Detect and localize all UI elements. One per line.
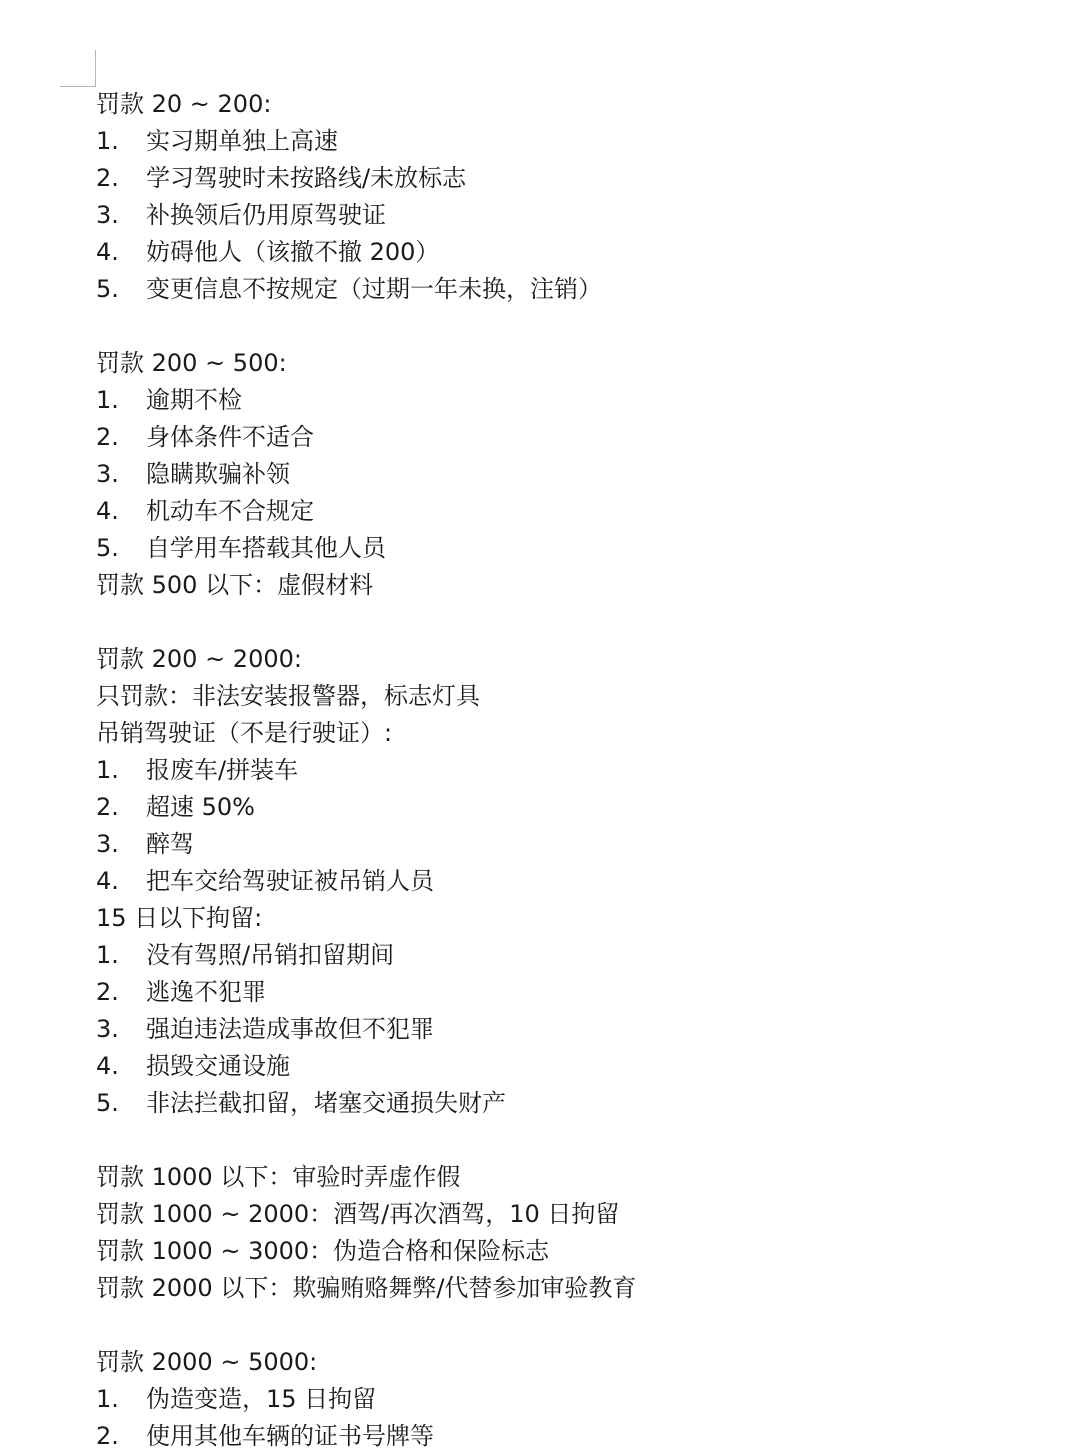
blank-line bbox=[96, 308, 1056, 345]
list-item-text: 实习期单独上高速 bbox=[146, 127, 338, 155]
list-item bbox=[96, 530, 1056, 567]
list-item-text: 强迫违法造成事故但不犯罪 bbox=[146, 1015, 434, 1043]
list-item-text: 伪造变造，15 日拘留 bbox=[146, 1385, 377, 1413]
list-item-text: 变更信息不按规定（过期一年未换，注销） bbox=[146, 275, 602, 303]
section-heading: 罚款 1000 以下：审验时弄虚作假 bbox=[96, 1163, 461, 1191]
list-item-number: 2. bbox=[96, 1422, 119, 1450]
list-item-number: 1. bbox=[96, 941, 119, 969]
list-item-text: 非法拦截扣留，堵塞交通损失财产 bbox=[146, 1089, 506, 1117]
section-heading: 罚款 200 ~ 500: bbox=[96, 349, 287, 377]
list-item bbox=[96, 160, 1056, 197]
list-item-number: 5. bbox=[96, 1089, 119, 1117]
blank-line bbox=[96, 604, 1056, 641]
section-heading: 15 日以下拘留: bbox=[96, 904, 263, 932]
list-item-number: 1. bbox=[96, 127, 119, 155]
list-item bbox=[96, 1011, 1056, 1048]
section-heading: 吊销驾驶证（不是行驶证）: bbox=[96, 719, 393, 747]
list-item-text: 逃逸不犯罪 bbox=[146, 978, 266, 1006]
list-item-number: 3. bbox=[96, 1015, 119, 1043]
list-item-number: 4. bbox=[96, 497, 119, 525]
list-item-text: 学习驾驶时未按路线/未放标志 bbox=[146, 164, 467, 192]
list-item bbox=[96, 1085, 1056, 1122]
list-item-number: 1. bbox=[96, 1385, 119, 1413]
section-heading: 罚款 20 ~ 200: bbox=[96, 90, 272, 118]
list-item bbox=[96, 197, 1056, 234]
list-item-number: 3. bbox=[96, 830, 119, 858]
blank-line bbox=[96, 1307, 1056, 1344]
list-item bbox=[96, 234, 1056, 271]
list-item-number: 2. bbox=[96, 793, 119, 821]
list-item bbox=[96, 382, 1056, 419]
blank-line bbox=[96, 1122, 1056, 1159]
list-item-text: 超速 50% bbox=[146, 793, 255, 821]
list-item-number: 5. bbox=[96, 275, 119, 303]
list-item-number: 4. bbox=[96, 867, 119, 895]
list-item bbox=[96, 271, 1056, 308]
section-heading: 罚款 2000 以下：欺骗贿赂舞弊/代替参加审验教育 bbox=[96, 1274, 637, 1302]
list-item-text: 使用其他车辆的证书号牌等 bbox=[146, 1422, 434, 1450]
list-item-number: 3. bbox=[96, 201, 119, 229]
list-item-number: 3. bbox=[96, 460, 119, 488]
list-item-number: 1. bbox=[96, 756, 119, 784]
list-item-text: 补换领后仍用原驾驶证 bbox=[146, 201, 386, 229]
list-item-number: 2. bbox=[96, 423, 119, 451]
list-item-text: 妨碍他人（该撤不撤 200） bbox=[146, 238, 440, 266]
list-item bbox=[96, 493, 1056, 530]
list-item bbox=[96, 419, 1056, 456]
list-item bbox=[96, 1418, 1056, 1455]
list-item-text: 把车交给驾驶证被吊销人员 bbox=[146, 867, 434, 895]
list-item-number: 2. bbox=[96, 164, 119, 192]
list-item-text: 机动车不合规定 bbox=[146, 497, 314, 525]
list-item-text: 没有驾照/吊销扣留期间 bbox=[146, 941, 395, 969]
list-item bbox=[96, 123, 1056, 160]
section-heading: 只罚款：非法安装报警器，标志灯具 bbox=[96, 682, 480, 710]
section-heading: 罚款 1000 ~ 3000：伪造合格和保险标志 bbox=[96, 1237, 550, 1265]
list-item bbox=[96, 752, 1056, 789]
section-heading: 罚款 200 ~ 2000: bbox=[96, 645, 302, 673]
list-item-text: 身体条件不适合 bbox=[146, 423, 314, 451]
page-corner-mark bbox=[60, 50, 96, 87]
list-item bbox=[96, 1381, 1056, 1418]
document-body bbox=[96, 86, 1056, 1455]
list-item-text: 醉驾 bbox=[146, 830, 194, 858]
list-item bbox=[96, 863, 1056, 900]
list-item-number: 2. bbox=[96, 978, 119, 1006]
list-item-text: 损毁交通设施 bbox=[146, 1052, 290, 1080]
list-item-number: 4. bbox=[96, 238, 119, 266]
list-item bbox=[96, 826, 1056, 863]
section-heading: 罚款 1000 ~ 2000：酒驾/再次酒驾，10 日拘留 bbox=[96, 1200, 620, 1228]
list-item-text: 自学用车搭载其他人员 bbox=[146, 534, 386, 562]
list-item bbox=[96, 456, 1056, 493]
list-item bbox=[96, 937, 1056, 974]
list-item-text: 报废车/拼装车 bbox=[146, 756, 299, 784]
list-item bbox=[96, 1048, 1056, 1085]
list-item-number: 1. bbox=[96, 386, 119, 414]
list-item bbox=[96, 789, 1056, 826]
list-item-text: 隐瞒欺骗补领 bbox=[146, 460, 290, 488]
section-heading: 罚款 2000 ~ 5000: bbox=[96, 1348, 318, 1376]
list-item-number: 4. bbox=[96, 1052, 119, 1080]
list-item-text: 逾期不检 bbox=[146, 386, 242, 414]
list-item bbox=[96, 974, 1056, 1011]
section-heading: 罚款 500 以下：虚假材料 bbox=[96, 571, 374, 599]
list-item-number: 5. bbox=[96, 534, 119, 562]
